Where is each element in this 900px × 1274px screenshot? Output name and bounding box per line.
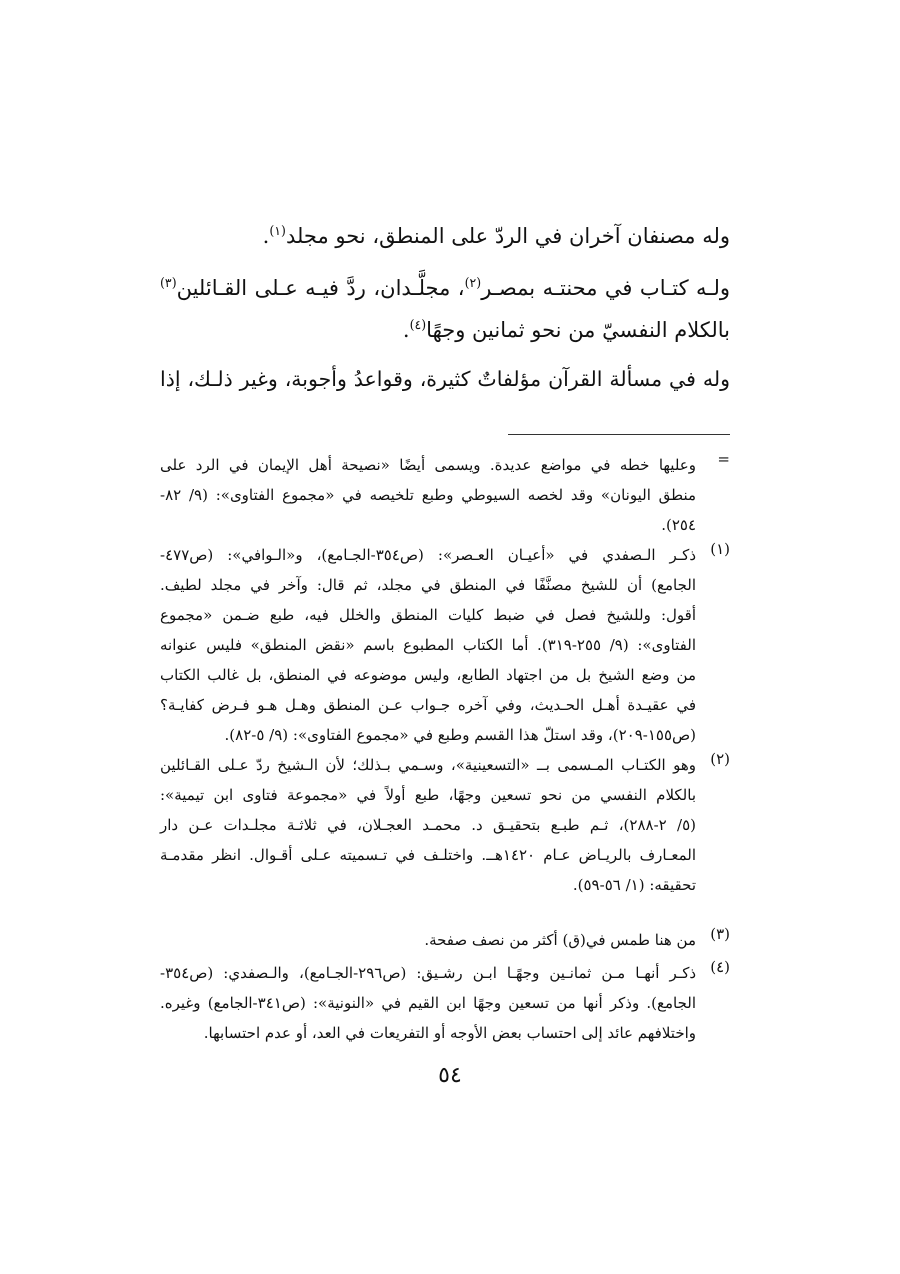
footnote-line: من وضع الشيخ بل من اجتهاد الطابع، وليس موضوعه في المنطق، بل غالب الكتاب bbox=[160, 666, 696, 684]
footnote-ref-3[interactable]: (٣) bbox=[160, 275, 177, 290]
main-text-line-3: بالكلام النفسيّ من نحو ثمانين وجهًا$^{(٤)}$. bbox=[402, 317, 730, 342]
footnote-1 bbox=[160, 540, 730, 750]
footnote-2 bbox=[160, 750, 730, 900]
footnote-ref-4[interactable]: (٤) bbox=[409, 317, 427, 332]
footnote-line: ٢٥٤). bbox=[661, 516, 696, 534]
footnote-4 bbox=[160, 958, 730, 1048]
main-text-line-4: وله في مسألة القرآن مؤلفاتٌ كثيرة، وقواعدُ وأجوبة، وغير ذلـك، إذا bbox=[160, 367, 730, 391]
footnote-line: ذكـر أنهـا مـن ثمانـين وجهًـا ابـن رشـيق: (ص٢٩٦-الجـامع)، والـصفدي: (ص٣٥٤- bbox=[160, 964, 697, 982]
footnote-line: في عقيـدة أهـل الحـديث، وفي آخره جـواب عـن المنطق وهـل هـو فـرض كفايـة؟ bbox=[160, 696, 696, 714]
footnote-line: المعـارف بالريـاض عـام ١٤٢٠هــ. واختلـف في تـسميته عـلى أقـوال. انظر مقدمـة bbox=[160, 846, 696, 864]
footnote-marker: = bbox=[717, 450, 730, 468]
footnote-marker: (٢) bbox=[710, 750, 730, 768]
footnote-line: تحقيقه: (١/ ٥٦-٥٩). bbox=[572, 876, 696, 894]
footnote-ref-1[interactable]: (١) bbox=[269, 223, 286, 238]
footnote-marker: (٣) bbox=[710, 925, 730, 943]
footnote-marker: (٤) bbox=[710, 958, 730, 976]
footnote-line: وهو الكتـاب المـسمى بــ «التسعينية»، وسـمي بـذلك؛ لأن الـشيخ ردّ عـلى القـائلين bbox=[160, 756, 696, 774]
footnote-line: الفتاوى»: (٩/ ٢٥٥-٣١٩). أما الكتاب المطبوع باسم «نقض المنطق» فليس عنوانه bbox=[160, 636, 696, 654]
page-number: ٥٤ bbox=[438, 1063, 462, 1088]
main-text-line-2: ولـه كتـاب في محنتـه بمصـر$^{(٢)}$، مجلَّـدان، ردَّ فيـه عـلى القـائلين$^{(٣)}$ bbox=[160, 275, 730, 300]
footnote-line: بالكلام النفسي من نحو تسعين وجهًا، طبع أولاً في «مجموعة فتاوى ابن تيمية»: bbox=[160, 786, 696, 804]
footnote-line: ذكـر الـصفدي في «أعيـان العـصر»: (ص٣٥٤-الجـامع)، و«الـوافي»: (ص٤٧٧- bbox=[160, 546, 697, 564]
footnote-line: وعليها خطه في مواضع عديدة. ويسمى أيضًا «نصيحة أهل الإيمان في الرد على bbox=[160, 456, 696, 474]
footnote-line: منطق اليونان» وقد لخصه السيوطي وطبع تلخيصه في «مجموع الفتاوى»: (٩/ ٨٢- bbox=[160, 486, 697, 504]
footnote-line: أقول: وللشيخ فصل في ضبط كليات المنطق والخلل فيه، طبع ضـمن «مجموع bbox=[160, 606, 696, 624]
main-text-line-1: وله مصنفان آخران في الردّ على المنطق، نحو مجلد$^{(١)}$. bbox=[262, 223, 730, 248]
footnote-line: (ص١٥٥-٢٠٩)، وقد استلّ هذا القسم وطبع في «مجموع الفتاوى»: (٩/ ٥-٨٢). bbox=[224, 726, 696, 744]
footnote-line: (٥/ ٢-٢٨٨)، ثـم طبـع بتحقيـق د. محمـد العجـلان، في ثلاثـة مجلـدات عـن دار bbox=[160, 816, 697, 834]
footnote-line: واختلافهم عائد إلى احتساب بعض الأوجه أو التفريعات في العد، أو عدم احتسابها. bbox=[203, 1024, 696, 1042]
footnote-line: الجامع) أن للشيخ مصنَّفًا في المنطق في مجلد، ثم قال: وآخر في مجلد لطيف. bbox=[160, 576, 696, 594]
footnote-line: من هنا طمس في(ق) أكثر من نصف صفحة. bbox=[424, 931, 696, 949]
footnote-line: الجامع). وذكر أنها من تسعين وجهًا ابن القيم في «النونية»: (ص٣٤١-الجامع) وغيره. bbox=[160, 994, 697, 1012]
footnote-3 bbox=[160, 925, 730, 955]
footnote-ref-2[interactable]: (٢) bbox=[464, 275, 482, 290]
footnote-separator bbox=[508, 434, 730, 435]
footnote-marker: (١) bbox=[710, 540, 730, 558]
footnote-continuation bbox=[160, 450, 730, 540]
